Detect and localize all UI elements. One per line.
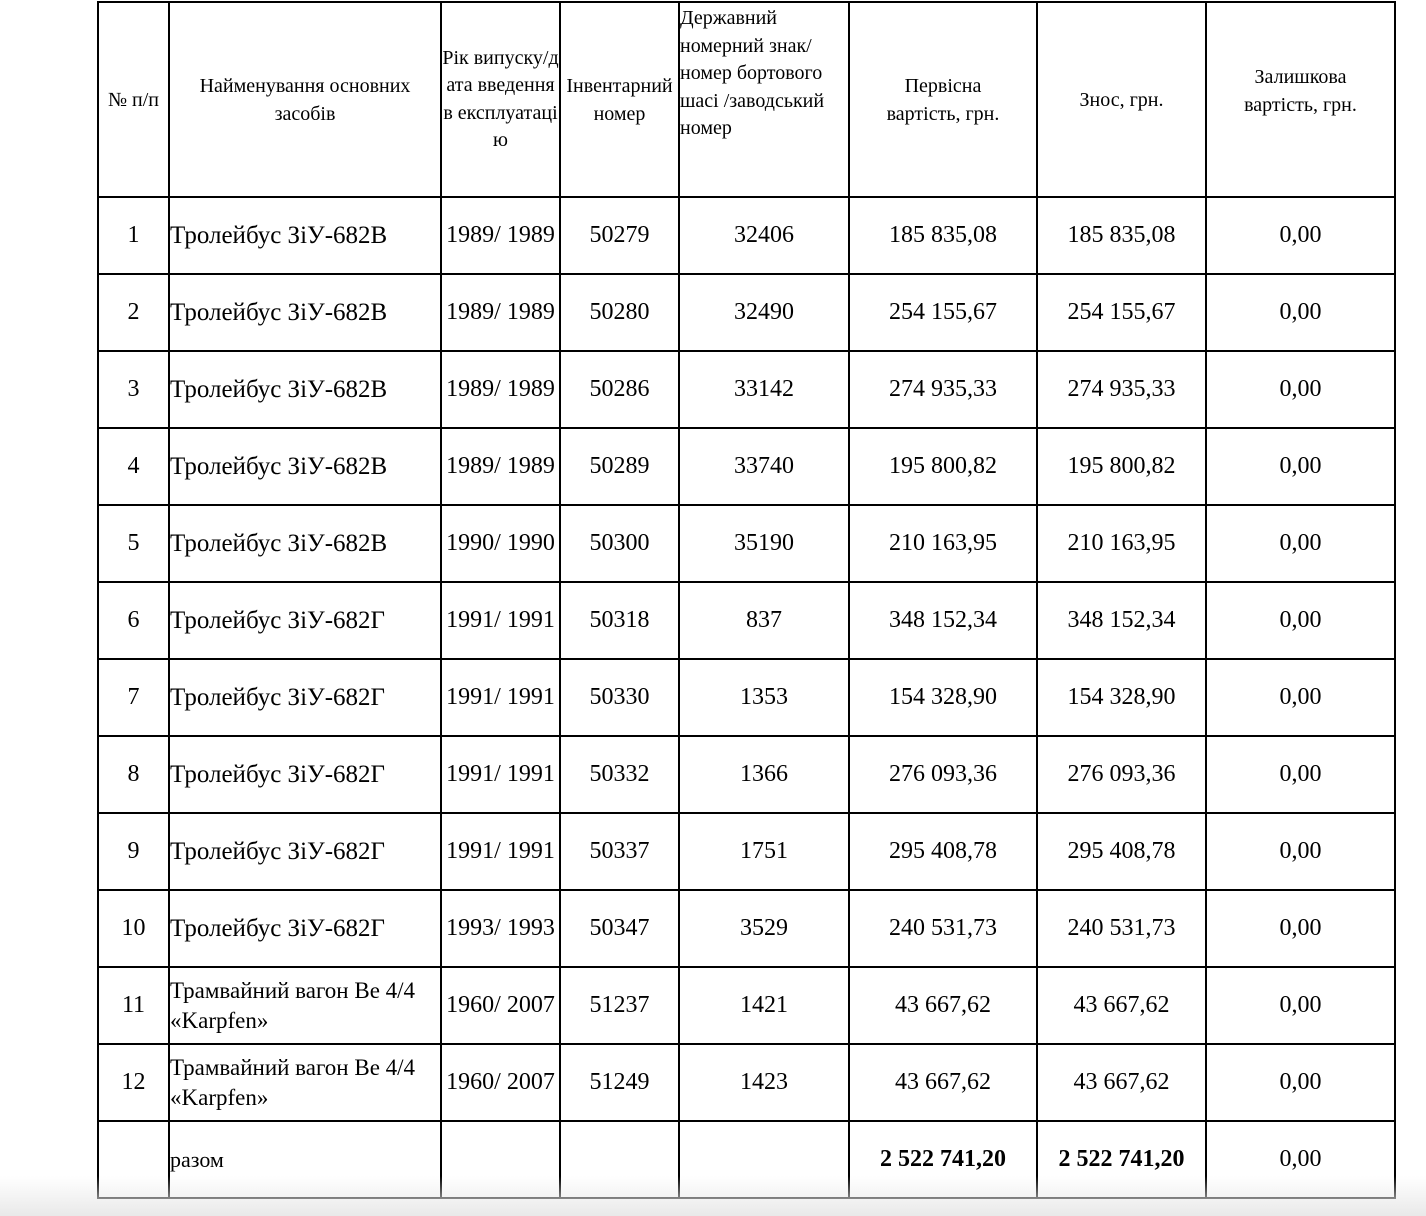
table-row bbox=[98, 351, 1395, 428]
assets-table bbox=[97, 1, 1396, 1199]
inventory-number: 50300 bbox=[560, 505, 679, 582]
depreciation: 43 667,62 bbox=[1037, 1044, 1206, 1121]
plate-number: 1421 bbox=[679, 967, 849, 1044]
row-number: 1 bbox=[98, 197, 169, 274]
depreciation: 43 667,62 bbox=[1037, 967, 1206, 1044]
residual-value: 0,00 bbox=[1206, 505, 1395, 582]
inventory-number: 51237 bbox=[560, 967, 679, 1044]
asset-name: Трамвайний вагон Be 4/4 «Karpfen» bbox=[169, 1044, 441, 1121]
row-number: 6 bbox=[98, 582, 169, 659]
year-of-release: 1990/ 1990 bbox=[441, 505, 560, 582]
row-number: 11 bbox=[98, 967, 169, 1044]
row-number: 7 bbox=[98, 659, 169, 736]
initial-cost: 295 408,78 bbox=[849, 813, 1037, 890]
inventory-number: 50286 bbox=[560, 351, 679, 428]
table-row bbox=[98, 428, 1395, 505]
table-row bbox=[98, 582, 1395, 659]
year-of-release: 1989/ 1989 bbox=[441, 428, 560, 505]
depreciation: 348 152,34 bbox=[1037, 582, 1206, 659]
inventory-number: 50347 bbox=[560, 890, 679, 967]
total-initial-cost: 2 522 741,20 bbox=[849, 1121, 1037, 1198]
total-residual: 0,00 bbox=[1206, 1121, 1395, 1198]
table-row bbox=[98, 890, 1395, 967]
depreciation: 295 408,78 bbox=[1037, 813, 1206, 890]
initial-cost: 348 152,34 bbox=[849, 582, 1037, 659]
inventory-number: 50289 bbox=[560, 428, 679, 505]
header-depreciation: Знос, грн. bbox=[1037, 2, 1206, 197]
inventory-number: 50279 bbox=[560, 197, 679, 274]
residual-value: 0,00 bbox=[1206, 659, 1395, 736]
residual-value: 0,00 bbox=[1206, 890, 1395, 967]
depreciation: 274 935,33 bbox=[1037, 351, 1206, 428]
residual-value: 0,00 bbox=[1206, 428, 1395, 505]
row-number: 8 bbox=[98, 736, 169, 813]
inventory-number: 50332 bbox=[560, 736, 679, 813]
year-of-release: 1993/ 1993 bbox=[441, 890, 560, 967]
row-number: 2 bbox=[98, 274, 169, 351]
year-of-release: 1989/ 1989 bbox=[441, 351, 560, 428]
asset-name: Тролейбус ЗіУ-682В bbox=[169, 428, 441, 505]
asset-name: Тролейбус ЗіУ-682Г bbox=[169, 582, 441, 659]
header-plate: Державний номерний знак/ номер бортового шасі /заводський номер bbox=[679, 2, 849, 197]
residual-value: 0,00 bbox=[1206, 351, 1395, 428]
header-num: № п/п bbox=[98, 2, 169, 197]
initial-cost: 276 093,36 bbox=[849, 736, 1037, 813]
asset-name: Тролейбус ЗіУ-682В bbox=[169, 351, 441, 428]
header-name: Найменування основних засобів bbox=[169, 2, 441, 197]
depreciation: 185 835,08 bbox=[1037, 197, 1206, 274]
header-initial-cost: Первісна вартість, грн. bbox=[849, 2, 1037, 197]
initial-cost: 154 328,90 bbox=[849, 659, 1037, 736]
asset-name: Тролейбус ЗіУ-682Г bbox=[169, 659, 441, 736]
asset-name: Тролейбус ЗіУ-682В bbox=[169, 197, 441, 274]
initial-cost: 43 667,62 bbox=[849, 967, 1037, 1044]
residual-value: 0,00 bbox=[1206, 274, 1395, 351]
asset-name: Трамвайний вагон Be 4/4 «Karpfen» bbox=[169, 967, 441, 1044]
asset-name: Тролейбус ЗіУ-682В bbox=[169, 274, 441, 351]
residual-value: 0,00 bbox=[1206, 967, 1395, 1044]
depreciation: 276 093,36 bbox=[1037, 736, 1206, 813]
table-row bbox=[98, 1044, 1395, 1121]
initial-cost: 274 935,33 bbox=[849, 351, 1037, 428]
table-row bbox=[98, 659, 1395, 736]
initial-cost: 43 667,62 bbox=[849, 1044, 1037, 1121]
plate-number: 3529 bbox=[679, 890, 849, 967]
asset-name: Тролейбус ЗіУ-682В bbox=[169, 505, 441, 582]
asset-name: Тролейбус ЗіУ-682Г bbox=[169, 890, 441, 967]
depreciation: 210 163,95 bbox=[1037, 505, 1206, 582]
row-number: 4 bbox=[98, 428, 169, 505]
inventory-number: 50337 bbox=[560, 813, 679, 890]
plate-number: 837 bbox=[679, 582, 849, 659]
initial-cost: 254 155,67 bbox=[849, 274, 1037, 351]
table-body bbox=[98, 197, 1395, 1121]
header-residual: Залишкова вартість, грн. bbox=[1206, 2, 1395, 197]
initial-cost: 210 163,95 bbox=[849, 505, 1037, 582]
year-of-release: 1991/ 1991 bbox=[441, 582, 560, 659]
year-of-release: 1991/ 1991 bbox=[441, 659, 560, 736]
row-number: 5 bbox=[98, 505, 169, 582]
plate-number: 1366 bbox=[679, 736, 849, 813]
table-row bbox=[98, 813, 1395, 890]
inventory-number: 50318 bbox=[560, 582, 679, 659]
inventory-number: 50330 bbox=[560, 659, 679, 736]
table-row bbox=[98, 736, 1395, 813]
residual-value: 0,00 bbox=[1206, 813, 1395, 890]
depreciation: 254 155,67 bbox=[1037, 274, 1206, 351]
bottom-shadow bbox=[0, 1176, 1426, 1216]
depreciation: 154 328,90 bbox=[1037, 659, 1206, 736]
header-inventory: Інвентарний номер bbox=[560, 2, 679, 197]
initial-cost: 185 835,08 bbox=[849, 197, 1037, 274]
plate-number: 33142 bbox=[679, 351, 849, 428]
year-of-release: 1991/ 1991 bbox=[441, 736, 560, 813]
table-row bbox=[98, 967, 1395, 1044]
table-row bbox=[98, 274, 1395, 351]
residual-value: 0,00 bbox=[1206, 197, 1395, 274]
table-row bbox=[98, 197, 1395, 274]
year-of-release: 1991/ 1991 bbox=[441, 813, 560, 890]
total-label: разом bbox=[169, 1121, 441, 1198]
plate-number: 1751 bbox=[679, 813, 849, 890]
row-number: 10 bbox=[98, 890, 169, 967]
initial-cost: 240 531,73 bbox=[849, 890, 1037, 967]
year-of-release: 1989/ 1989 bbox=[441, 274, 560, 351]
residual-value: 0,00 bbox=[1206, 582, 1395, 659]
year-of-release: 1960/ 2007 bbox=[441, 967, 560, 1044]
inventory-number: 50280 bbox=[560, 274, 679, 351]
header-year: Рік випуску/дата введення в експлуатацію bbox=[441, 2, 560, 197]
plate-number: 1423 bbox=[679, 1044, 849, 1121]
row-number: 9 bbox=[98, 813, 169, 890]
plate-number: 35190 bbox=[679, 505, 849, 582]
total-depreciation: 2 522 741,20 bbox=[1037, 1121, 1206, 1198]
year-of-release: 1989/ 1989 bbox=[441, 197, 560, 274]
residual-value: 0,00 bbox=[1206, 1044, 1395, 1121]
inventory-number: 51249 bbox=[560, 1044, 679, 1121]
residual-value: 0,00 bbox=[1206, 736, 1395, 813]
plate-number: 32490 bbox=[679, 274, 849, 351]
plate-number: 32406 bbox=[679, 197, 849, 274]
initial-cost: 195 800,82 bbox=[849, 428, 1037, 505]
year-of-release: 1960/ 2007 bbox=[441, 1044, 560, 1121]
row-number: 12 bbox=[98, 1044, 169, 1121]
header-row bbox=[98, 2, 1395, 197]
row-number: 3 bbox=[98, 351, 169, 428]
depreciation: 240 531,73 bbox=[1037, 890, 1206, 967]
asset-name: Тролейбус ЗіУ-682Г bbox=[169, 736, 441, 813]
depreciation: 195 800,82 bbox=[1037, 428, 1206, 505]
asset-name: Тролейбус ЗіУ-682Г bbox=[169, 813, 441, 890]
plate-number: 1353 bbox=[679, 659, 849, 736]
table-row bbox=[98, 505, 1395, 582]
plate-number: 33740 bbox=[679, 428, 849, 505]
